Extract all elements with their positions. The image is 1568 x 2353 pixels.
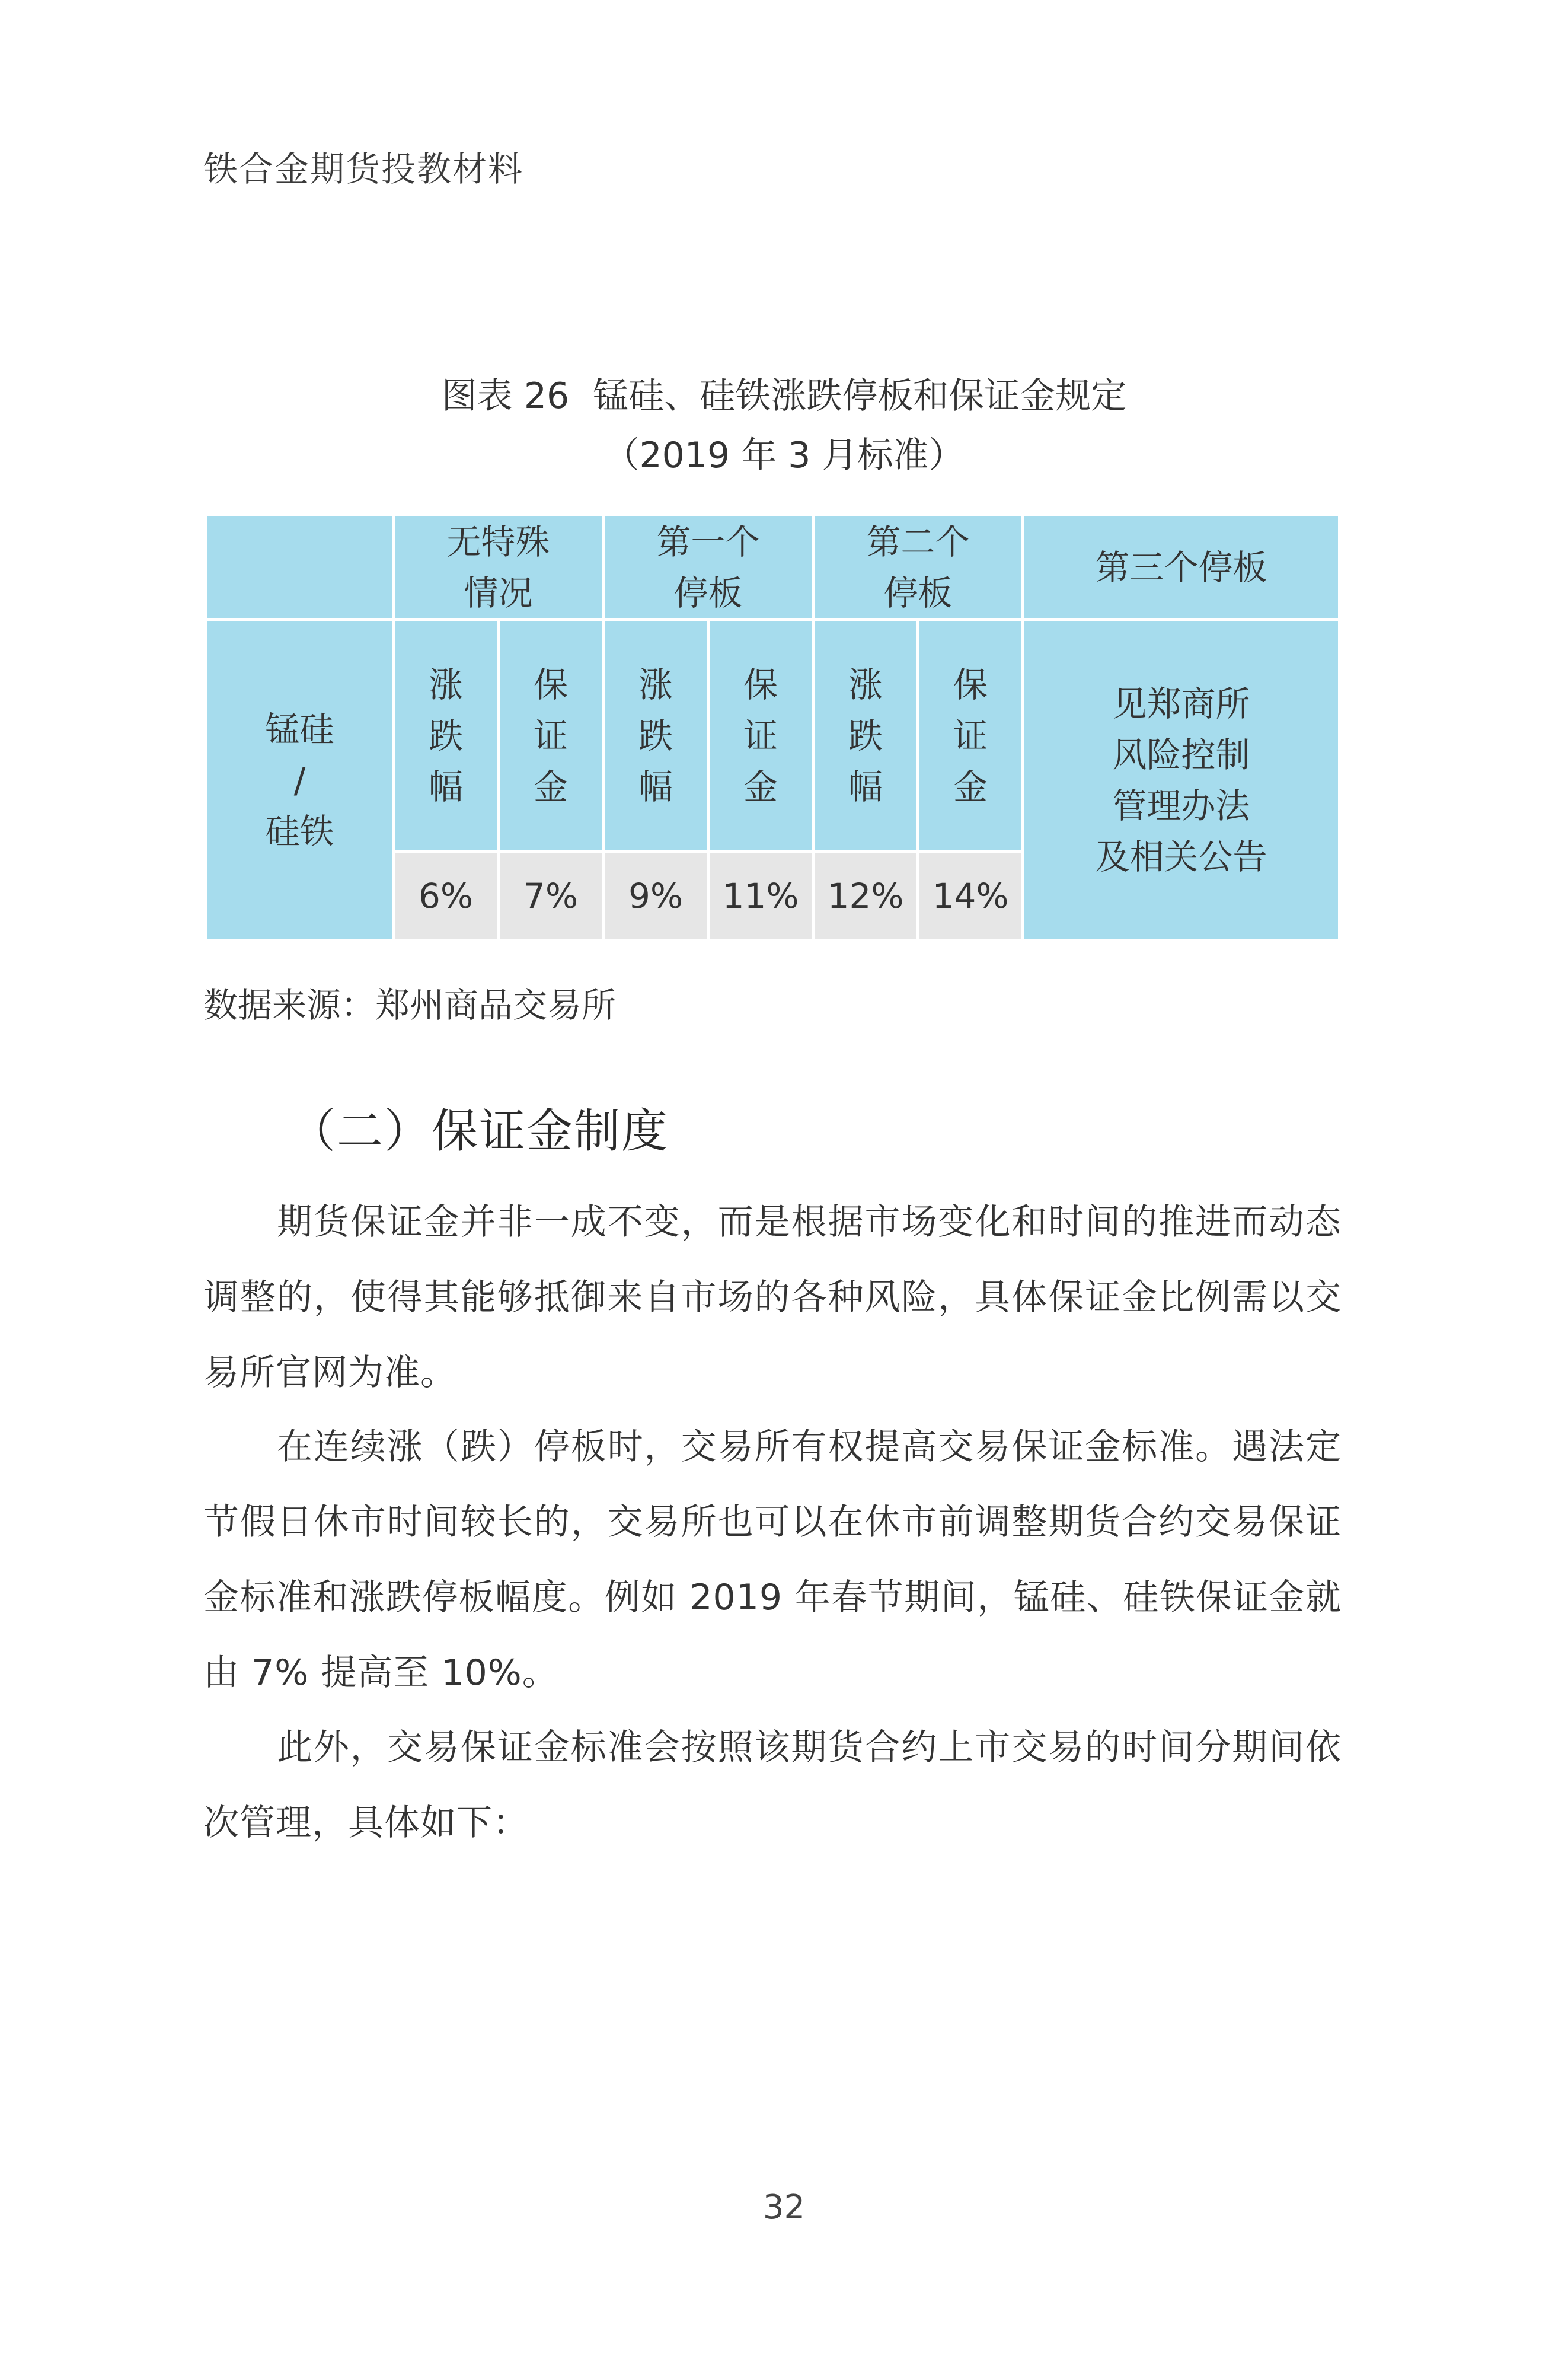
third-limit-note: 见郑商所 风险控制 管理办法 及相关公告 bbox=[1023, 620, 1340, 941]
section-heading: （二）保证金制度 bbox=[289, 1105, 669, 1158]
header-third-limit: 第三个停板 bbox=[1023, 515, 1340, 620]
figure-number: 图表 26 bbox=[441, 375, 570, 417]
paragraph: 此外，交易保证金标准会按照该期货合约上市交易的时间分期间依次管理，具体如下： bbox=[203, 1727, 1342, 1844]
header-second-limit: 第二个 停板 bbox=[813, 515, 1023, 620]
figure-subtitle: （2019 年 3 月标准） bbox=[603, 435, 965, 476]
figure-title: 锰硅、硅铁涨跌停板和保证金规定 bbox=[593, 375, 1127, 417]
product-cell: 锰硅 / 硅铁 bbox=[206, 620, 394, 941]
subheader-limit-range: 涨 跌 幅 bbox=[394, 620, 499, 852]
subheader-margin: 保 证 金 bbox=[708, 620, 813, 852]
figure-caption bbox=[0, 368, 1568, 419]
header-first-limit: 第一个 停板 bbox=[603, 515, 813, 620]
page-number: 32 bbox=[762, 2188, 806, 2227]
data-source: 数据来源：郑州商品交易所 bbox=[203, 985, 617, 1025]
subheader-margin: 保 证 金 bbox=[499, 620, 603, 852]
value-cell: 9% bbox=[603, 852, 708, 941]
limit-margin-table bbox=[205, 514, 1341, 942]
value-cell: 7% bbox=[499, 852, 603, 941]
running-header: 铁合金期货投教材料 bbox=[203, 149, 524, 189]
corner-cell bbox=[206, 515, 394, 620]
value-cell: 12% bbox=[813, 852, 918, 941]
subheader-limit-range: 涨 跌 幅 bbox=[813, 620, 918, 852]
subheader-margin: 保 证 金 bbox=[918, 620, 1023, 852]
subheader-limit-range: 涨 跌 幅 bbox=[603, 620, 708, 852]
value-cell: 14% bbox=[918, 852, 1023, 941]
header-no-special: 无特殊 情况 bbox=[394, 515, 603, 620]
value-cell: 11% bbox=[708, 852, 813, 941]
value-cell: 6% bbox=[394, 852, 499, 941]
paragraph: 期货保证金并非一成不变，而是根据市场变化和时间的推进而动态调整的，使得其能够抵御来自市场的各种风险，具体保证金比例需以交易所官网为准。 bbox=[203, 1201, 1342, 1394]
paragraph: 在连续涨（跌）停板时，交易所有权提高交易保证金标准。遇法定节假日休市时间较长的，交易所也可以在休市前调整期货合约交易保证金标准和涨跌停板幅度。例如 2019 年春节期间，锰硅、硅铁保证金就由 7% 提高至 10%。 bbox=[203, 1426, 1342, 1694]
